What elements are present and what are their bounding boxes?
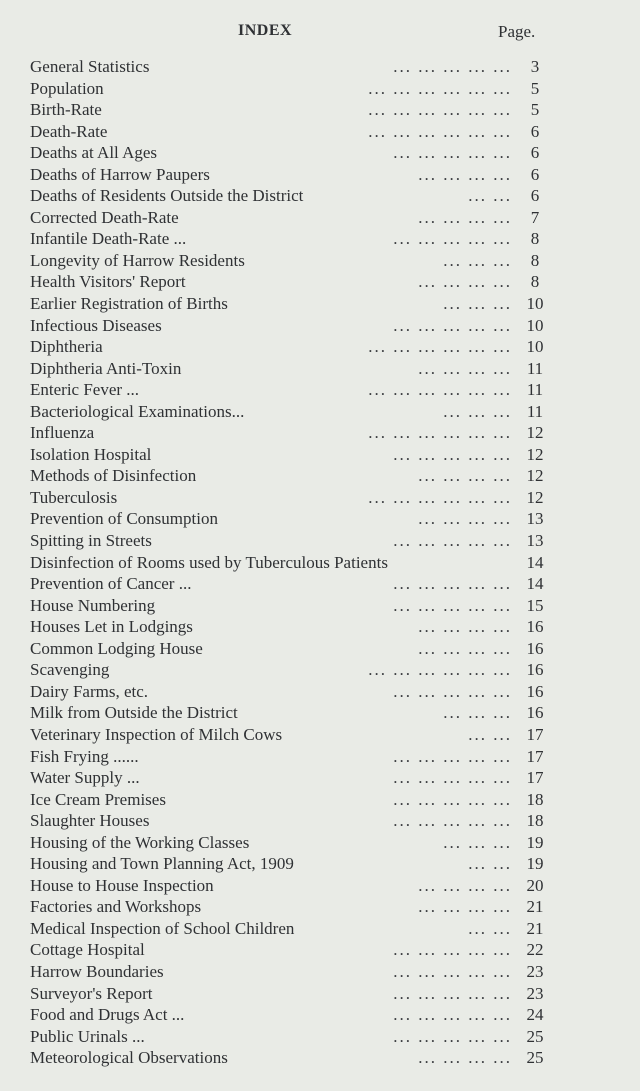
entry-label: Factories and Workshops <box>30 897 202 917</box>
entry-page-number: 16 <box>526 681 544 701</box>
dot-leader: ... ... ... ... ... ... <box>368 380 512 400</box>
dot-leader: ... ... ... ... <box>418 164 512 184</box>
entry-label: Enteric Fever ... <box>30 380 140 400</box>
entry-label: Fish Frying ...... <box>30 746 139 766</box>
dot-leader: ... ... ... ... ... ... <box>368 121 512 141</box>
entry-page-number: 21 <box>526 918 544 938</box>
dot-leader: ... ... ... ... ... <box>393 315 512 335</box>
entry-page-number: 16 <box>526 703 544 723</box>
entry-label: Diphtheria <box>30 337 103 357</box>
entry-page-number: 14 <box>526 552 544 572</box>
dot-leader: ... ... ... <box>443 832 512 852</box>
dot-leader: ... ... ... ... <box>418 617 512 637</box>
entry-label: Deaths of Residents Outside the District <box>30 186 304 206</box>
entry-page-number: 12 <box>526 444 544 464</box>
entry-label: Spitting in Streets <box>30 531 152 551</box>
dot-leader: ... ... ... ... ... <box>393 789 512 809</box>
entry-page-number: 6 <box>530 143 540 163</box>
entry-page-number: 11 <box>526 401 544 421</box>
dot-leader: ... ... <box>468 918 512 938</box>
entry-page-number: 8 <box>530 272 540 292</box>
entry-label: Prevention of Cancer ... <box>30 574 192 594</box>
index-entry <box>0 767 640 789</box>
index-entry <box>0 573 640 595</box>
entry-label: Ice Cream Premises <box>30 789 166 809</box>
entry-page-number: 16 <box>526 638 544 658</box>
entry-page-number: 15 <box>526 595 544 615</box>
entry-page-number: 14 <box>526 574 544 594</box>
index-entry <box>0 315 640 337</box>
dot-leader: ... ... ... ... ... ... <box>368 487 512 507</box>
index-entry <box>0 530 640 552</box>
entry-page-number: 17 <box>526 768 544 788</box>
dot-leader: ... ... <box>468 724 512 744</box>
index-entry <box>0 1047 640 1069</box>
index-entry <box>0 228 640 250</box>
dot-leader: ... ... ... ... ... ... <box>368 337 512 357</box>
entry-page-number: 12 <box>526 423 544 443</box>
index-entry <box>0 56 640 78</box>
index-entry <box>0 853 640 875</box>
dot-leader: ... ... ... ... ... <box>393 595 512 615</box>
index-entry <box>0 810 640 832</box>
dot-leader: ... ... ... ... <box>418 207 512 227</box>
entry-page-number: 17 <box>526 746 544 766</box>
entry-label: Disinfection of Rooms used by Tuberculous Patients <box>30 552 388 572</box>
dot-leader: ... ... ... ... ... <box>393 531 512 551</box>
entry-page-number: 13 <box>526 509 544 529</box>
dot-leader: ... ... ... ... ... ... <box>368 660 512 680</box>
entry-page-number: 18 <box>526 811 544 831</box>
entry-page-number: 12 <box>526 487 544 507</box>
entry-label: Housing of the Working Classes <box>30 832 250 852</box>
entry-page-number: 6 <box>530 186 540 206</box>
index-entry <box>0 1004 640 1026</box>
page-column-label: Page. <box>498 22 536 41</box>
entry-page-number: 7 <box>530 207 540 227</box>
entry-page-number: 19 <box>526 854 544 874</box>
index-entry <box>0 746 640 768</box>
entry-label: Common Lodging House <box>30 638 203 658</box>
index-entry <box>0 142 640 164</box>
entry-label: Milk from Outside the District <box>30 703 238 723</box>
entry-label: Birth-Rate <box>30 100 102 120</box>
entry-label: House Numbering <box>30 595 156 615</box>
index-entry <box>0 789 640 811</box>
entry-label: Medical Inspection of School Children <box>30 918 295 938</box>
entry-page-number: 23 <box>526 983 544 1003</box>
entry-page-number: 5 <box>530 100 540 120</box>
entry-page-number: 17 <box>526 724 544 744</box>
entry-label: Surveyor's Report <box>30 983 153 1003</box>
entry-label: Health Visitors' Report <box>30 272 186 292</box>
entry-page-number: 13 <box>526 531 544 551</box>
index-entry <box>0 875 640 897</box>
dot-leader: ... ... ... ... ... ... <box>368 423 512 443</box>
entry-label: Diphtheria Anti-Toxin <box>30 358 182 378</box>
entry-label: Deaths at All Ages <box>30 143 158 163</box>
dot-leader: ... ... ... ... ... <box>393 768 512 788</box>
entry-page-number: 25 <box>526 1048 544 1068</box>
dot-leader: ... ... ... ... ... <box>393 444 512 464</box>
entry-label: Dairy Farms, etc. <box>30 681 149 701</box>
index-entry <box>0 422 640 444</box>
page-header <box>0 22 640 46</box>
dot-leader: ... ... ... ... ... ... <box>368 100 512 120</box>
entry-page-number: 10 <box>526 315 544 335</box>
entry-page-number: 12 <box>526 466 544 486</box>
dot-leader: ... ... ... ... <box>418 358 512 378</box>
dot-leader: ... ... ... ... <box>418 897 512 917</box>
index-entry <box>0 121 640 143</box>
entry-label: Food and Drugs Act ... <box>30 1005 185 1025</box>
entry-label: Prevention of Consumption <box>30 509 218 529</box>
dot-leader: ... ... ... ... <box>418 272 512 292</box>
index-entry <box>0 552 640 574</box>
index-entry <box>0 832 640 854</box>
dot-leader: ... ... ... <box>443 703 512 723</box>
entry-page-number: 10 <box>526 294 544 314</box>
dot-leader: ... ... ... ... ... <box>393 229 512 249</box>
dot-leader: ... ... ... ... ... <box>393 681 512 701</box>
index-entries-list <box>0 56 640 1069</box>
dot-leader: ... ... <box>468 186 512 206</box>
entry-label: Cottage Hospital <box>30 940 145 960</box>
index-entry <box>0 465 640 487</box>
index-entry <box>0 961 640 983</box>
entry-label: Meteorological Observations <box>30 1048 228 1068</box>
dot-leader: ... ... ... ... <box>418 875 512 895</box>
entry-page-number: 21 <box>526 897 544 917</box>
dot-leader: ... ... ... ... ... <box>393 574 512 594</box>
entry-label: Veterinary Inspection of Milch Cows <box>30 724 283 744</box>
index-title: INDEX <box>238 22 293 39</box>
entry-label: Corrected Death-Rate <box>30 207 179 227</box>
dot-leader: ... ... ... <box>443 250 512 270</box>
index-entry <box>0 379 640 401</box>
entry-page-number: 19 <box>526 832 544 852</box>
entry-page-number: 6 <box>530 164 540 184</box>
entry-label: General Statistics <box>30 57 150 76</box>
entry-label: Isolation Hospital <box>30 444 152 464</box>
entry-label: Infectious Diseases <box>30 315 162 335</box>
index-entry <box>0 293 640 315</box>
entry-label: Slaughter Houses <box>30 811 150 831</box>
index-entry <box>0 508 640 530</box>
dot-leader: ... ... ... ... <box>418 638 512 658</box>
index-entry <box>0 78 640 100</box>
entry-page-number: 18 <box>526 789 544 809</box>
entry-label: Longevity of Harrow Residents <box>30 250 245 270</box>
dot-leader: ... ... ... <box>443 294 512 314</box>
entry-label: Bacteriological Examinations... <box>30 401 245 421</box>
index-entry <box>0 164 640 186</box>
index-entry <box>0 401 640 423</box>
index-entry <box>0 724 640 746</box>
entry-page-number: 8 <box>530 229 540 249</box>
entry-page-number: 16 <box>526 617 544 637</box>
index-entry <box>0 702 640 724</box>
dot-leader: ... ... ... ... ... <box>393 940 512 960</box>
entry-page-number: 23 <box>526 961 544 981</box>
entry-label: Public Urinals ... <box>30 1026 145 1046</box>
index-entry <box>0 358 640 380</box>
dot-leader: ... ... ... ... <box>418 1048 512 1068</box>
index-entry <box>0 638 640 660</box>
entry-page-number: 5 <box>530 78 540 98</box>
index-entry <box>0 659 640 681</box>
dot-leader: ... ... ... ... ... <box>393 961 512 981</box>
dot-leader: ... ... ... ... ... <box>393 143 512 163</box>
entry-label: Infantile Death-Rate ... <box>30 229 187 249</box>
index-entry <box>0 595 640 617</box>
index-entry <box>0 1026 640 1048</box>
entry-page-number: 10 <box>526 337 544 357</box>
dot-leader: ... ... ... ... ... <box>393 983 512 1003</box>
entry-label: Harrow Boundaries <box>30 961 164 981</box>
dot-leader: ... ... ... ... <box>418 509 512 529</box>
entry-label: Housing and Town Planning Act, 1909 <box>30 854 294 874</box>
index-entry <box>0 918 640 940</box>
entry-label: Houses Let in Lodgings <box>30 617 193 637</box>
entry-label: Earlier Registration of Births <box>30 294 228 314</box>
entry-label: Influenza <box>30 423 95 443</box>
entry-page-number: 11 <box>526 380 544 400</box>
entry-label: Water Supply ... <box>30 768 140 788</box>
dot-leader: ... ... ... ... ... <box>393 57 512 76</box>
dot-leader: ... ... ... ... ... <box>393 746 512 766</box>
index-entry <box>0 983 640 1005</box>
entry-label: House to House Inspection <box>30 875 214 895</box>
dot-leader: ... ... ... <box>443 401 512 421</box>
index-entry <box>0 99 640 121</box>
entry-label: Methods of Disinfection <box>30 466 197 486</box>
index-entry <box>0 207 640 229</box>
index-entry <box>0 185 640 207</box>
index-entry <box>0 271 640 293</box>
index-entry <box>0 250 640 272</box>
index-entry <box>0 896 640 918</box>
entry-page-number: 6 <box>530 121 540 141</box>
dot-leader: ... ... <box>468 854 512 874</box>
index-entry <box>0 336 640 358</box>
entry-label: Death-Rate <box>30 121 108 141</box>
entry-page-number: 11 <box>526 358 544 378</box>
entry-page-number: 8 <box>530 250 540 270</box>
entry-label: Population <box>30 78 104 98</box>
entry-page-number: 22 <box>526 940 544 960</box>
entry-page-number: 3 <box>530 57 540 76</box>
entry-page-number: 25 <box>526 1026 544 1046</box>
dot-leader: ... ... ... ... <box>418 466 512 486</box>
index-entry <box>0 616 640 638</box>
dot-leader: ... ... ... ... ... <box>393 811 512 831</box>
entry-label: Tuberculosis <box>30 487 118 507</box>
entry-label: Deaths of Harrow Paupers <box>30 164 210 184</box>
dot-leader: ... ... ... ... ... ... <box>368 78 512 98</box>
index-entry <box>0 444 640 466</box>
index-entry <box>0 939 640 961</box>
entry-page-number: 20 <box>526 875 544 895</box>
dot-leader: ... ... ... ... ... <box>393 1005 512 1025</box>
index-entry <box>0 487 640 509</box>
entry-page-number: 16 <box>526 660 544 680</box>
entry-page-number: 24 <box>526 1005 544 1025</box>
index-entry <box>0 681 640 703</box>
entry-label: Scavenging <box>30 660 110 680</box>
dot-leader: ... ... ... ... ... <box>393 1026 512 1046</box>
